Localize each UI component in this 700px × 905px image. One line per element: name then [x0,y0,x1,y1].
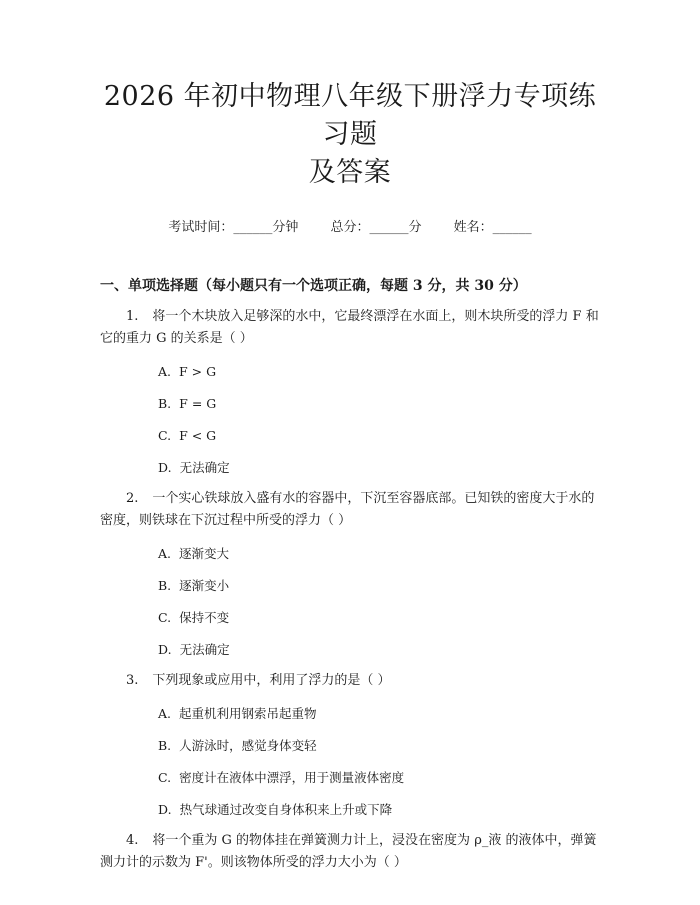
exam-meta [100,216,600,236]
option-text: 逐渐变小 [179,578,230,593]
option-item [100,704,600,724]
question-number: 2. [126,491,139,506]
option-text: 起重机利用钢索吊起重物 [179,706,317,721]
option-label: B. [158,396,172,411]
options-list [100,704,600,820]
option-item [100,458,600,478]
option-text: 逐渐变大 [179,546,230,561]
option-item [100,736,600,756]
question-block [100,488,600,660]
option-label: C. [158,770,172,785]
question-number: 3. [126,673,139,688]
title-line-1: 2026 年初中物理八年级下册浮力专项练习题 [103,81,597,150]
option-label: C. [158,610,172,625]
question-text [100,488,600,532]
option-item [100,576,600,596]
question-block [100,670,600,820]
option-item [100,544,600,564]
options-list [100,544,600,660]
option-label: C. [158,428,172,443]
question-block [100,306,600,478]
options-list [100,362,600,478]
option-text: F < G [179,428,217,443]
question-stem: 将一个木块放入足够深的水中，它最终漂浮在水面上，则木块所受的浮力 F 和它的重力 G 的关系是（ ） [100,309,599,346]
question-number: 4. [126,833,139,848]
option-text: 人游泳时，感觉身体变轻 [179,738,317,753]
option-label: D. [158,802,172,817]
question-text [100,306,600,350]
option-label: D. [158,642,172,657]
question-stem: 一个实心铁球放入盛有水的容器中，下沉至容器底部。已知铁的密度大于水的密度，则铁球在下沉过程中所受的浮力（ ） [100,491,595,528]
option-item [100,640,600,660]
question-stem: 将一个重为 G 的物体挂在弹簧测力计上，浸没在密度为 ρ_液 的液体中，弹簧测力计的示数为 F'。则该物体所受的浮力大小为（ ） [100,833,597,870]
title-line-2: 及答案 [308,157,392,188]
question-number: 1. [126,309,139,324]
option-text: F > G [179,364,217,379]
exam-time-field: 考试时间：______分钟 [168,220,299,235]
question-block [100,830,600,874]
option-item [100,362,600,382]
option-item [100,426,600,446]
option-label: A. [158,364,172,379]
option-label: B. [158,578,172,593]
option-label: B. [158,738,172,753]
document-title [100,78,600,192]
option-item [100,394,600,414]
option-text: 热气球通过改变自身体积来上升或下降 [179,802,393,817]
option-label: A. [158,546,172,561]
total-score-field: 总分：______分 [330,220,422,235]
option-label: D. [158,460,172,475]
question-text [100,830,600,874]
student-name-field: 姓名：______ [453,220,532,235]
option-text: 保持不变 [179,610,230,625]
option-text: F = G [179,396,217,411]
option-item [100,768,600,788]
option-item [100,800,600,820]
option-text: 无法确定 [179,642,230,657]
option-text: 密度计在液体中漂浮，用于测量液体密度 [179,770,405,785]
option-label: A. [158,706,172,721]
question-stem: 下列现象或应用中，利用了浮力的是（ ） [152,673,391,688]
section-heading: 一、单项选择题（每小题只有一个选项正确，每题 3 分，共 30 分） [100,278,527,294]
option-text: 无法确定 [179,460,230,475]
option-item [100,608,600,628]
question-text [100,670,600,692]
